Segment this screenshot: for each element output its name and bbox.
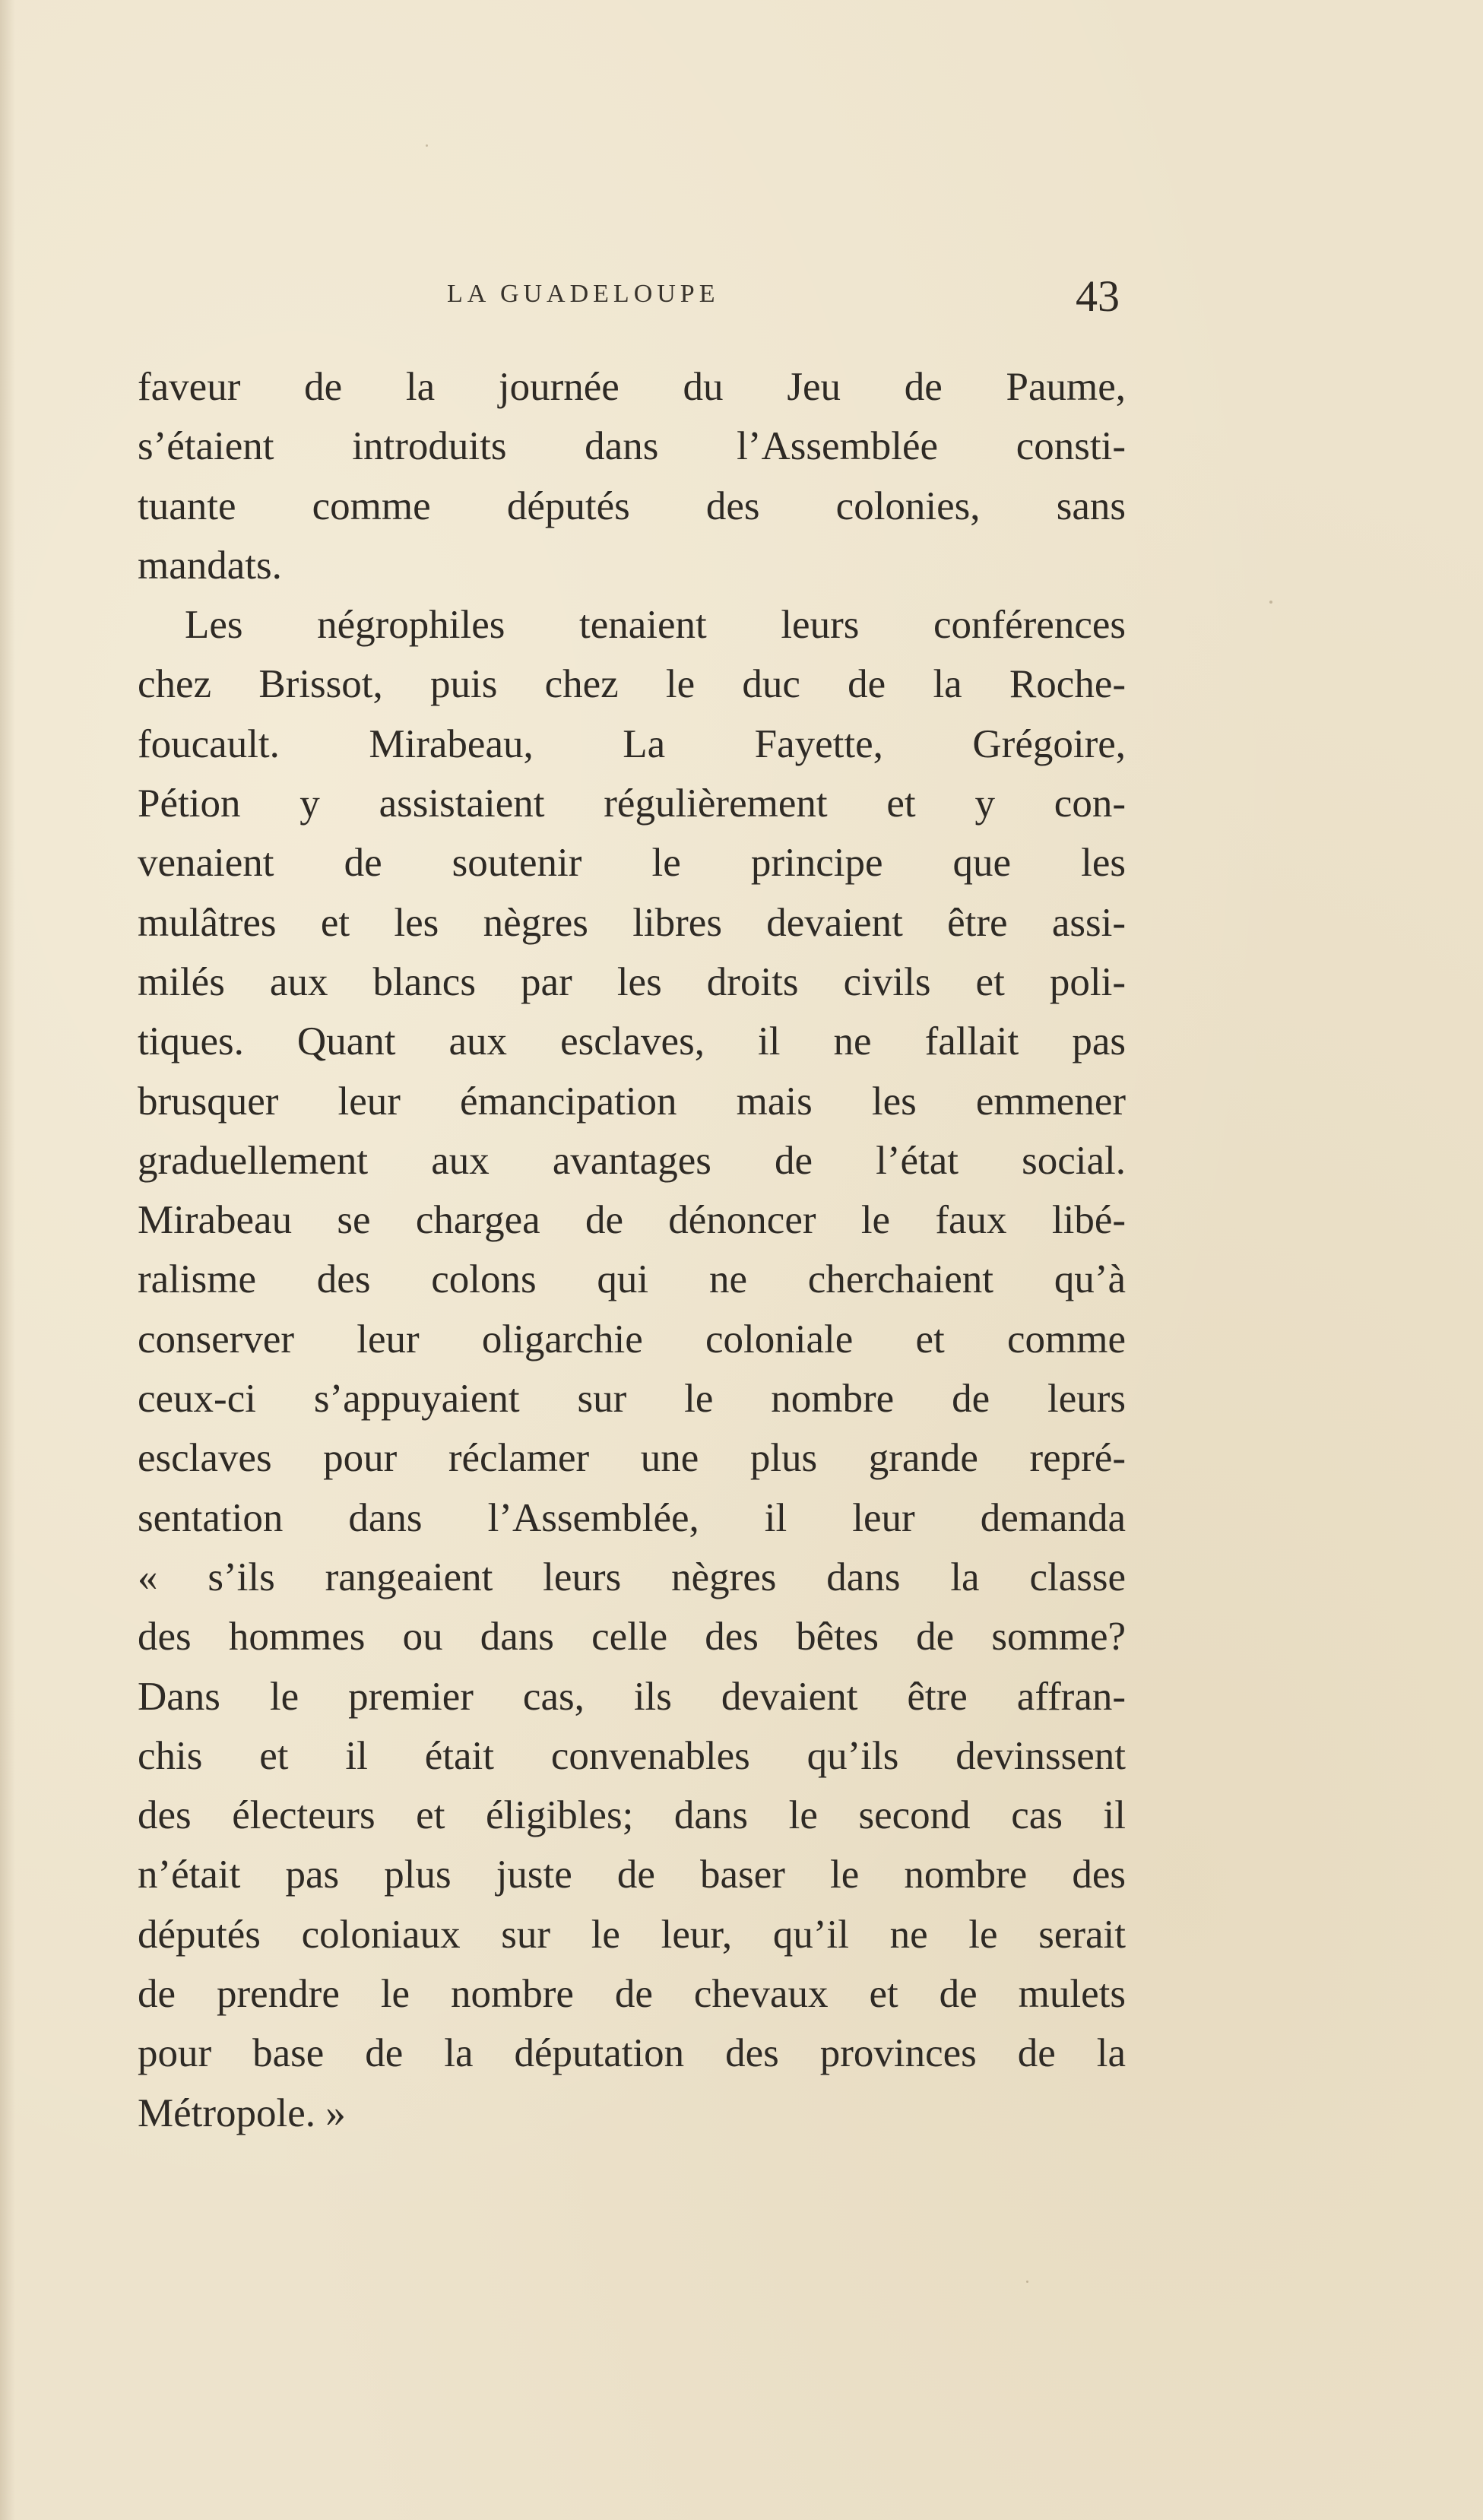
text-line: Mirabeau se chargea de dénoncer le faux libé- xyxy=(138,1198,1126,1243)
body-text xyxy=(138,357,1126,2143)
text-line: des hommes ou dans celle des bêtes de somme? xyxy=(138,1615,1126,1659)
text-line: mandats. xyxy=(138,543,282,588)
text-line: n’était pas plus juste de baser le nombre des xyxy=(138,1853,1126,1897)
text-line: Dans le premier cas, ils devaient être affran- xyxy=(138,1674,1126,1719)
text-line: milés aux blancs par les droits civils et poli- xyxy=(138,959,1126,1004)
text-line: pour base de la députation des provinces de la xyxy=(138,2031,1126,2076)
text-line: graduellement aux avantages de l’état social. xyxy=(138,1138,1126,1183)
text-line: venaient de soutenir le principe que les xyxy=(138,841,1126,886)
text-line: des électeurs et éligibles; dans le second cas il xyxy=(138,1793,1126,1838)
text-line: brusquer leur émancipation mais les emmener xyxy=(138,1079,1126,1124)
text-line: sentation dans l’Assemblée, il leur demanda xyxy=(138,1495,1126,1540)
text-line: tuante comme députés des colonies, sans xyxy=(138,483,1126,528)
page-number: 43 xyxy=(1076,271,1120,321)
running-title: LA GUADELOUPE xyxy=(447,280,720,308)
paper-speck xyxy=(1026,2281,1028,2283)
paper-speck xyxy=(1269,601,1272,604)
text-line: chez Brissot, puis chez le duc de la Roche- xyxy=(138,662,1126,707)
running-head xyxy=(137,271,1125,321)
text-line: faveur de la journée du Jeu de Paume, xyxy=(138,365,1126,409)
paper-speck xyxy=(426,144,428,147)
text-line: « s’ils rangeaient leurs nègres dans la classe xyxy=(138,1555,1126,1599)
page-edge-shadow xyxy=(0,0,15,2520)
text-line: tiques. Quant aux esclaves, il ne fallait pas xyxy=(138,1019,1126,1064)
text-line: mulâtres et les nègres libres devaient être assi- xyxy=(138,900,1126,945)
text-line: ralisme des colons qui ne cherchaient qu’à xyxy=(138,1257,1126,1302)
text-line: chis et il était convenables qu’ils devinssent xyxy=(138,1733,1126,1778)
text-line: de prendre le nombre de chevaux et de mulets xyxy=(138,1972,1126,2017)
text-line: Les négrophiles tenaient leurs conférences xyxy=(185,603,1126,648)
text-line: députés coloniaux sur le leur, qu’il ne le serait xyxy=(138,1912,1126,1957)
text-line: s’étaient introduits dans l’Assemblée consti- xyxy=(138,424,1126,469)
text-line: ceux-ci s’appuyaient sur le nombre de leurs xyxy=(138,1377,1126,1422)
text-line: esclaves pour réclamer une plus grande repré- xyxy=(138,1436,1126,1481)
text-line: conserver leur oligarchie coloniale et comme xyxy=(138,1317,1126,1361)
text-line: foucault. Mirabeau, La Fayette, Grégoire, xyxy=(138,721,1126,766)
text-line: Pétion y assistaient régulièrement et y con- xyxy=(138,781,1126,826)
text-line: Métropole. » xyxy=(138,2090,346,2135)
